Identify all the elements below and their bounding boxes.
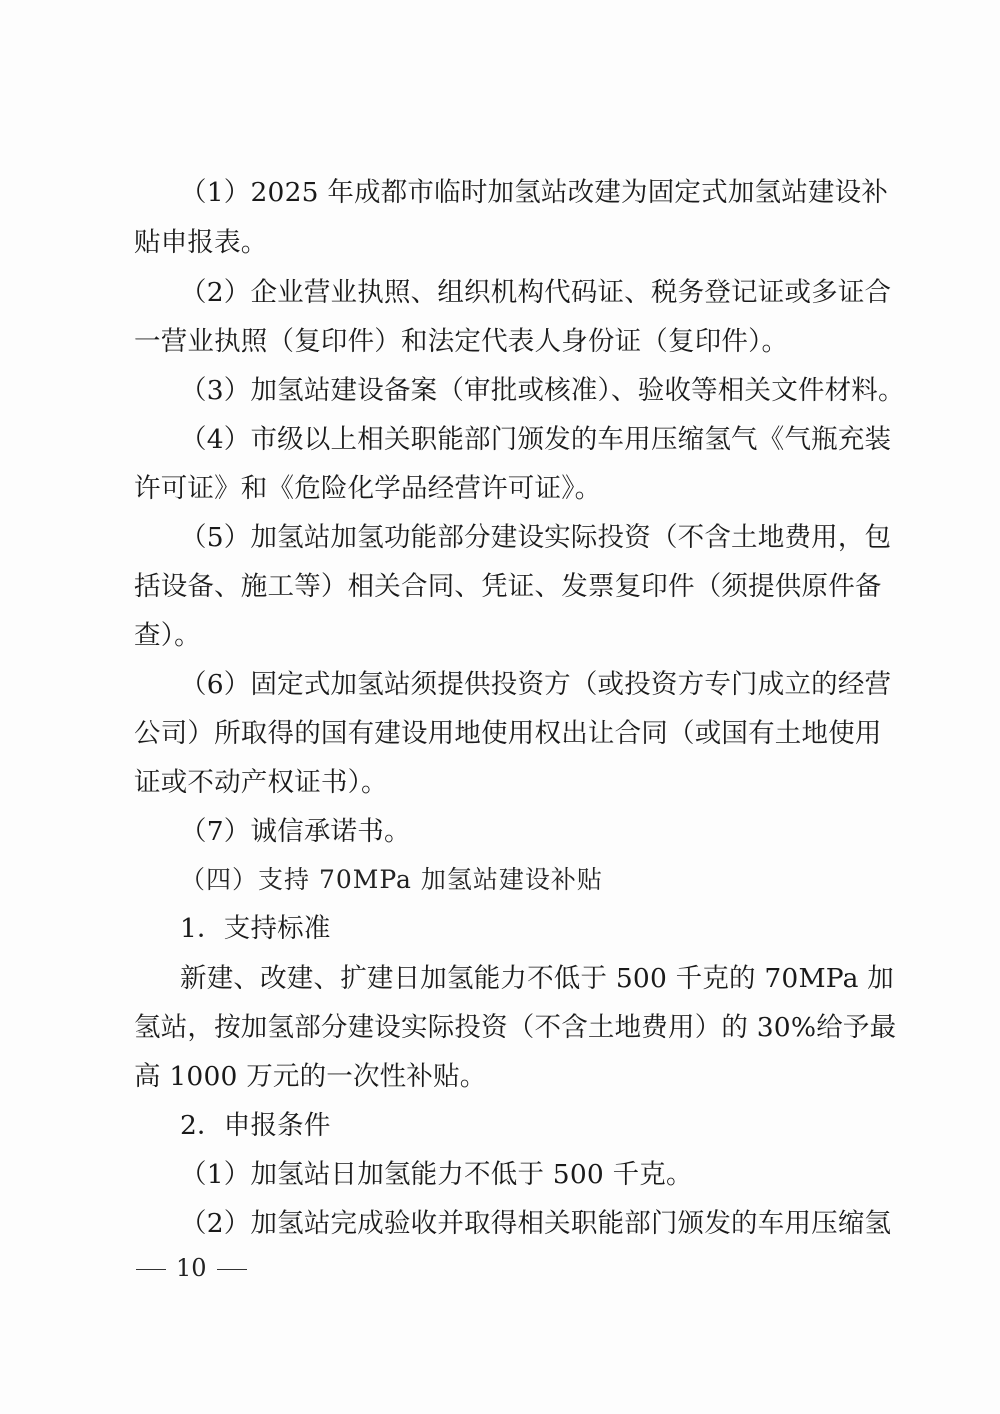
paragraph-line: （2）企业营业执照、组织机构代码证、税务登记证或多证合 [180, 277, 892, 308]
paragraph-line: （5）加氢站加氢功能部分建设实际投资（不含土地费用，包 [180, 522, 892, 553]
paragraph-line: 查）。 [134, 620, 201, 651]
paragraph-line: 新建、改建、扩建日加氢能力不低于 500 千克的 70MPa 加 [180, 963, 894, 994]
paragraph-line: 许可证》和《危险化学品经营许可证》。 [134, 473, 602, 504]
section-heading: （四）支持 70MPa 加氢站建设补贴 [180, 865, 603, 894]
paragraph-line: （4）市级以上相关职能部门颁发的车用压缩氢气《气瓶充装 [180, 424, 892, 455]
page-number-left-dash [136, 1269, 166, 1270]
paragraph-line: （2）加氢站完成验收并取得相关职能部门颁发的车用压缩氢 [180, 1208, 892, 1239]
paragraph-line: （6）固定式加氢站须提供投资方（或投资方专门成立的经营 [180, 669, 892, 700]
page-number-right-dash [217, 1269, 247, 1270]
subsection-heading: 2．申报条件 [180, 1110, 331, 1141]
paragraph-line: （3）加氢站建设备案（审批或核准）、验收等相关文件材料。 [180, 375, 905, 406]
paragraph-line: 贴申报表。 [134, 227, 268, 258]
subsection-heading: 1．支持标准 [180, 913, 331, 944]
paragraph-line: 括设备、施工等）相关合同、凭证、发票复印件（须提供原件备 [134, 571, 882, 602]
paragraph-line: （7）诚信承诺书。 [180, 816, 411, 847]
paragraph-line: 公司）所取得的国有建设用地使用权出让合同（或国有土地使用 [134, 718, 882, 749]
paragraph-line: （1）2025 年成都市临时加氢站改建为固定式加氢站建设补 [180, 177, 889, 208]
page-number-value: 10 [176, 1254, 207, 1282]
paragraph-line: 高 1000 万元的一次性补贴。 [134, 1061, 487, 1092]
page-number [136, 1250, 247, 1286]
paragraph-line: （1）加氢站日加氢能力不低于 500 千克。 [180, 1159, 693, 1190]
paragraph-line: 一营业执照（复印件）和法定代表人身份证（复印件）。 [134, 326, 789, 357]
paragraph-line: 氢站，按加氢部分建设实际投资（不含土地费用）的 30%给予最 [134, 1012, 897, 1043]
paragraph-line: 证或不动产权证书）。 [134, 767, 388, 798]
